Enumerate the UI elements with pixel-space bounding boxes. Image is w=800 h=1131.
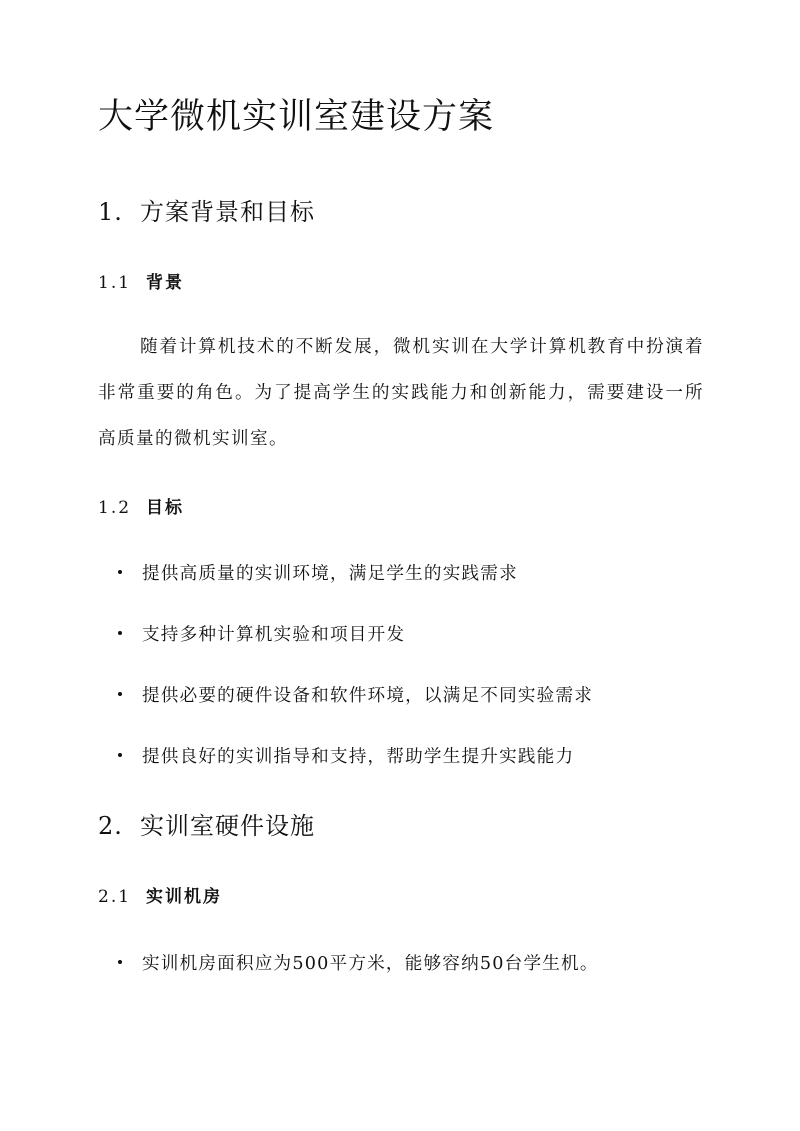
subsection-heading <box>98 273 184 293</box>
list-item <box>118 625 405 646</box>
section-heading <box>98 198 315 227</box>
list-item-text: 提供必要的硬件设备和软件环境，以满足不同实验需求 <box>142 686 594 706</box>
list-item-text: 支持多种计算机实验和项目开发 <box>142 625 406 645</box>
subsection-title: 背景 <box>146 273 184 293</box>
list-item <box>118 686 593 707</box>
list-item-text: 实训机房面积应为500平方米，能够容纳50台学生机。 <box>142 954 599 974</box>
bullet-icon <box>118 570 122 574</box>
list-item-text: 提供良好的实训指导和支持，帮助学生提升实践能力 <box>142 747 575 767</box>
subsection-number: 1.1 <box>98 273 132 293</box>
section-heading <box>98 812 315 841</box>
list-item-text: 提供高质量的实训环境，满足学生的实践需求 <box>142 564 518 584</box>
background-paragraph: 随着计算机技术的不断发展，微机实训在大学计算机教育中扮演着非常重要的角色。为了提高学生的实践能力和创新能力，需要建设一所高质量的微机实训室。 <box>98 337 704 449</box>
section-title: 实训室硬件设施 <box>140 812 315 840</box>
bullet-icon <box>118 631 122 635</box>
list-item <box>118 564 518 585</box>
subsection-number: 1.2 <box>98 498 132 518</box>
section-number: 2. <box>98 812 123 840</box>
subsection-title: 实训机房 <box>146 887 222 907</box>
bullet-icon <box>118 960 122 964</box>
section-title: 方案背景和目标 <box>140 198 315 226</box>
list-item <box>118 954 599 975</box>
section-number: 1. <box>98 198 123 226</box>
subsection-number: 2.1 <box>98 887 132 907</box>
subsection-title: 目标 <box>146 498 184 518</box>
bullet-icon <box>118 692 122 696</box>
bullet-icon <box>118 753 122 757</box>
subsection-heading <box>98 498 184 518</box>
subsection-heading <box>98 887 222 907</box>
document-title: 大学微机实训室建设方案 <box>98 97 495 137</box>
list-item <box>118 747 574 768</box>
